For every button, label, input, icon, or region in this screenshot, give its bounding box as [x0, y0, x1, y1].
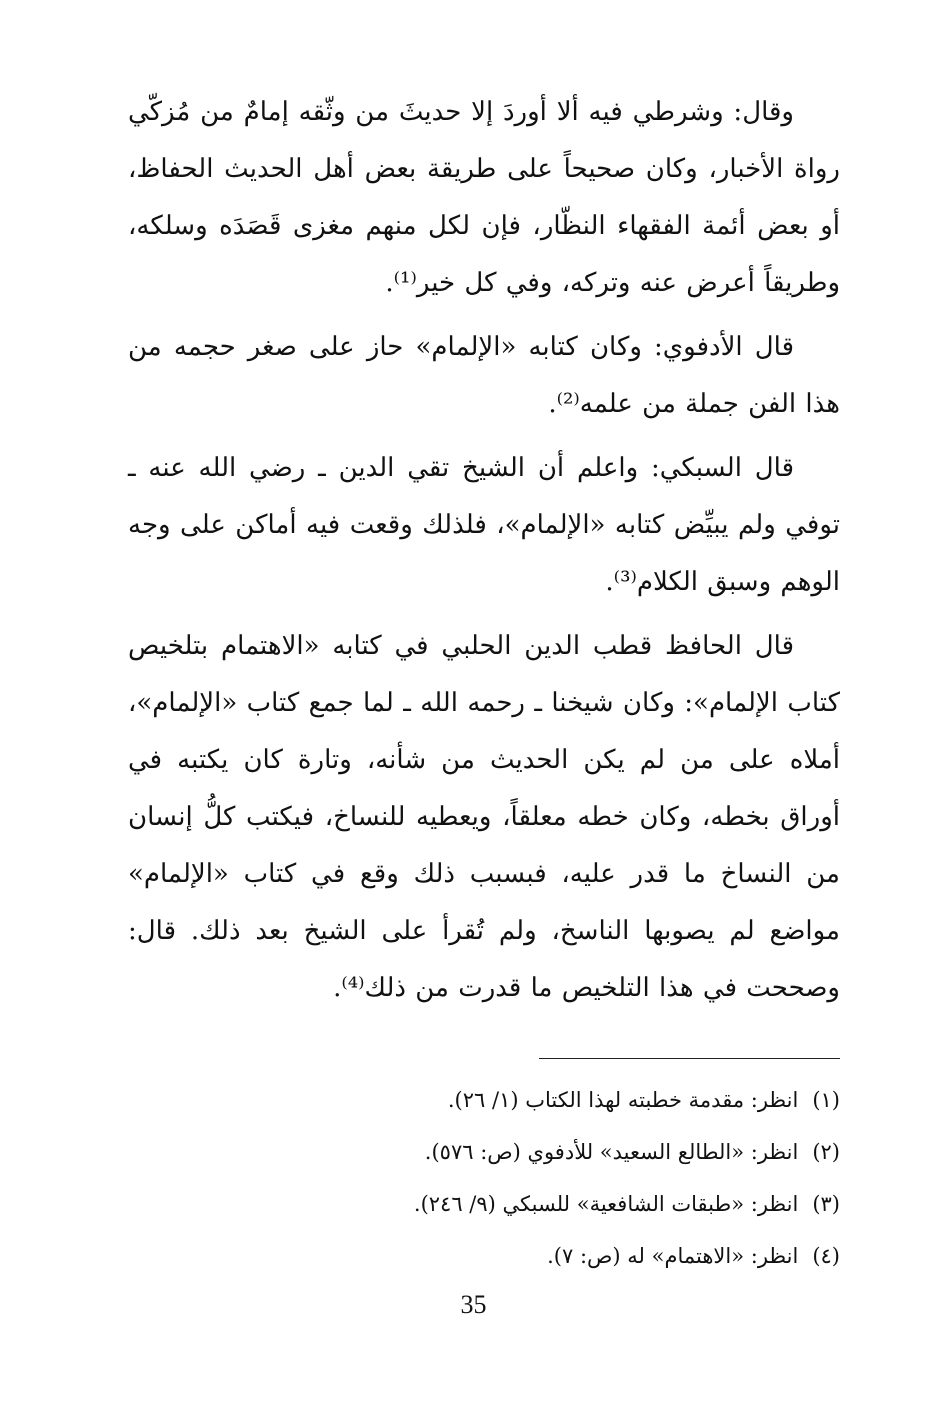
- footnote-text: انظر: مقدمة خطبته لهذا الكتاب (١/ ٢٦).: [447, 1088, 799, 1112]
- paragraph-4: قال الحافظ قطب الدين الحلبي في كتابه «الاهتمام بتلخيص كتاب الإلمام»: وكان شيخنا ـ رحمه الله ـ لما جمع كتاب «الإلمام»، أملاه على من لم يكن الحديث من شأنه، وتارة كان يكتبه في أوراق بخطه، وكان خطه معلقاً، ويعطيه للنساخ، فيكتب كلُّ إنسان من النساخ ما قدر عليه، فبسبب ذلك وقع في كتاب «الإلمام» مواضع لم يصوبها الناسخ، ولم تُقرأ على الشيخ بعد ذلك. قال: وصححت في هذا التلخيص ما قدرت من ذلك⁽⁴⁾.: [128, 631, 840, 1003]
- page-number: 35: [460, 1290, 487, 1319]
- footnote-number: (٢): [812, 1140, 840, 1164]
- footnote-text: انظر: «طبقات الشافعية» للسبكي (٩/ ٢٤٦).: [413, 1192, 799, 1216]
- footnote-number: (٤): [812, 1244, 840, 1268]
- paragraph-1: وقال: وشرطي فيه ألا أوردَ إلا حديثَ من وثّقه إمامٌ من مُزكّي رواة الأخبار، وكان صحيحاً على طريقة بعض أهل الحديث الحفاظ، أو بعض أئمة الفقهاء النظّار، فإن لكل منهم مغزى قَصَدَه وسلكه، وطريقاً أعرض عنه وتركه، وفي كل خير⁽¹⁾.: [128, 97, 840, 298]
- footnote-2: [128, 1126, 840, 1178]
- footnote-number: (١): [812, 1088, 840, 1112]
- paragraph-3: قال السبكي: واعلم أن الشيخ تقي الدين ـ رضي الله عنه ـ توفي ولم يبيِّض كتابه «الإلمام»، فلذلك وقعت فيه أماكن على وجه الوهم وسبق الكلام⁽³⁾.: [128, 453, 840, 597]
- main-text: [128, 84, 840, 1024]
- footnote-text: انظر: «الطالع السعيد» للأدفوي (ص: ٥٧٦).: [424, 1140, 799, 1164]
- footnote-1: [128, 1074, 840, 1126]
- footnote-3: [128, 1178, 840, 1230]
- footnote-number: (٣): [812, 1192, 840, 1216]
- footnotes: [128, 1074, 840, 1282]
- footnote-4: [128, 1230, 840, 1282]
- footnote-divider: [539, 1058, 840, 1059]
- footnote-text: انظر: «الاهتمام» له (ص: ٧).: [547, 1244, 799, 1268]
- paragraph-2: قال الأدفوي: وكان كتابه «الإلمام» حاز على صغر حجمه من هذا الفن جملة من علمه⁽²⁾.: [128, 332, 840, 419]
